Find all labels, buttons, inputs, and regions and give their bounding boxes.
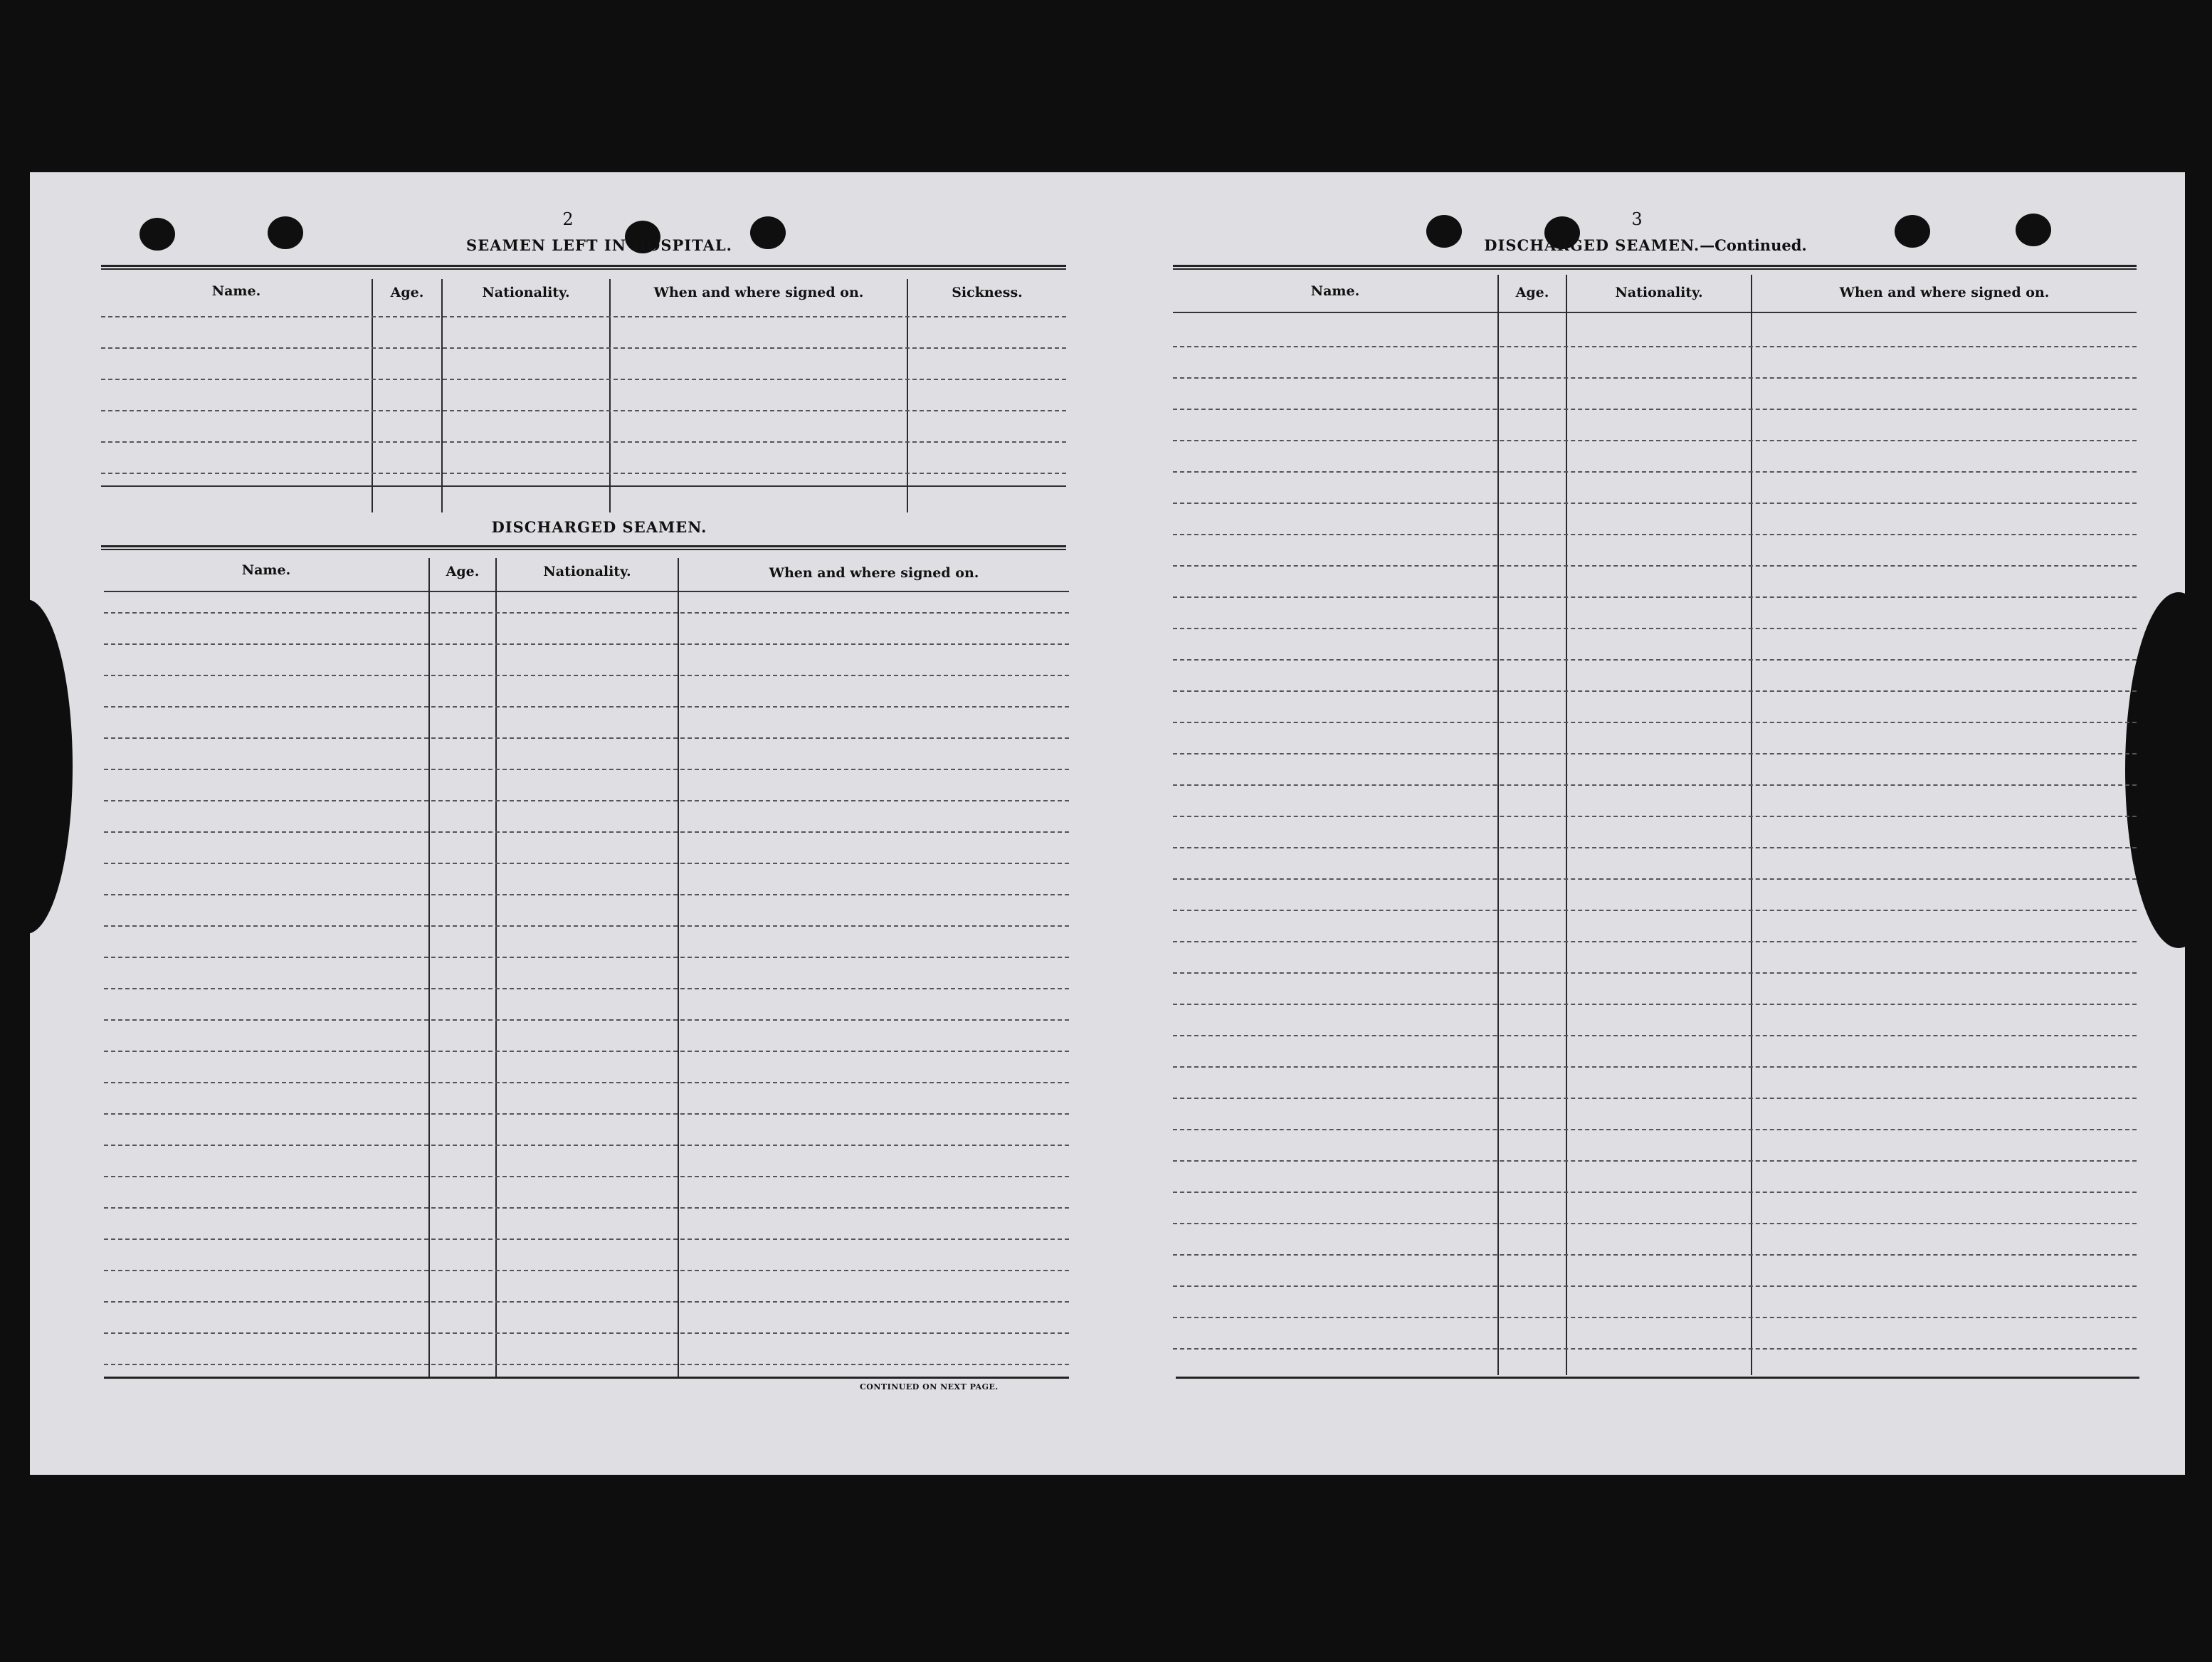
form-sheet <box>30 172 2185 1475</box>
form-row-line <box>104 737 1069 739</box>
form-row-line <box>1173 596 2137 598</box>
form-row-line <box>104 1364 1069 1365</box>
form-row-line <box>1173 628 2137 629</box>
form-row-line <box>1173 847 2137 848</box>
column-divider <box>372 279 373 512</box>
form-row-line <box>104 1207 1069 1209</box>
double-rule <box>101 265 1066 270</box>
form-row-line <box>1173 690 2137 692</box>
form-row-line <box>104 1270 1069 1271</box>
form-row-line <box>1173 377 2137 379</box>
form-row-line <box>1173 1035 2137 1036</box>
right-edge-notch <box>2125 592 2212 948</box>
form-row-line <box>104 863 1069 864</box>
form-row-line <box>1173 1066 2137 1068</box>
form-row-line <box>1173 753 2137 754</box>
column-divider <box>678 558 679 1377</box>
column-divider <box>441 279 443 512</box>
form-row-line <box>101 473 1066 474</box>
column-divider <box>907 279 908 512</box>
form-row-line <box>104 612 1069 614</box>
column-header: Age. <box>390 285 424 300</box>
form-row-line <box>104 1113 1069 1115</box>
form-row-line <box>1173 503 2137 504</box>
section-title-discharged-continued: DISCHARGED SEAMEN.—Continued. <box>1484 236 1807 254</box>
column-divider <box>609 279 611 512</box>
form-row-line <box>104 1145 1069 1146</box>
form-row-line <box>1173 1317 2137 1318</box>
column-header: Name. <box>211 283 261 299</box>
double-rule <box>1173 265 2137 270</box>
form-row-line <box>1173 878 2137 880</box>
column-header: Nationality. <box>482 285 570 300</box>
form-row-line <box>104 988 1069 989</box>
bottom-rule <box>104 1377 1069 1379</box>
column-header: Sickness. <box>952 285 1023 300</box>
form-row-line <box>1173 941 2137 942</box>
form-row-line <box>1173 1129 2137 1130</box>
section-title-hospital: SEAMEN LEFT IN HOSPITAL. <box>466 236 732 254</box>
column-header: Name. <box>1310 283 1360 299</box>
form-row-line <box>1173 1192 2137 1193</box>
form-row-line <box>104 800 1069 801</box>
form-row-line <box>104 894 1069 895</box>
form-row-line <box>104 925 1069 927</box>
form-row-line <box>1173 565 2137 567</box>
punch-hole <box>139 218 175 251</box>
header-rule <box>1173 312 2137 313</box>
form-row-line <box>1173 910 2137 911</box>
column-divider <box>495 558 497 1377</box>
form-row-line <box>104 957 1069 958</box>
form-row-line <box>104 831 1069 833</box>
form-row-line <box>104 1238 1069 1240</box>
column-header: When and where signed on. <box>653 285 864 300</box>
form-row-line <box>104 769 1069 770</box>
form-row-line <box>1173 1348 2137 1350</box>
form-row-line <box>104 1176 1069 1177</box>
column-header: Nationality. <box>1615 285 1703 300</box>
form-row-line <box>1173 722 2137 723</box>
form-row-line <box>104 1301 1069 1303</box>
discharged-table-right <box>1173 275 2137 1375</box>
double-rule <box>101 545 1066 550</box>
column-divider <box>428 558 430 1377</box>
header-rule <box>101 485 1066 487</box>
form-row-line <box>1173 346 2137 347</box>
form-row-line <box>1173 1160 2137 1162</box>
form-row-line <box>104 1332 1069 1334</box>
punch-hole <box>2016 214 2051 246</box>
punch-hole <box>268 216 303 249</box>
form-row-line <box>1173 1254 2137 1256</box>
header-rule <box>104 591 1069 592</box>
section-title-discharged: DISCHARGED SEAMEN. <box>491 518 707 536</box>
form-row-line <box>1173 409 2137 410</box>
form-row-line <box>104 675 1069 676</box>
form-row-line <box>104 706 1069 708</box>
form-row-line <box>104 1051 1069 1052</box>
form-row-line <box>104 1019 1069 1021</box>
column-header: Age. <box>446 564 480 579</box>
column-header: Age. <box>1515 285 1549 300</box>
left-edge-notch <box>0 599 73 934</box>
punch-hole <box>1895 215 1930 248</box>
continued-note: CONTINUED ON NEXT PAGE. <box>860 1382 999 1392</box>
form-row-line <box>104 1082 1069 1083</box>
column-header: Nationality. <box>543 564 631 579</box>
form-row-line <box>101 410 1066 411</box>
page-number: 3 <box>1631 209 1643 229</box>
form-row-line <box>101 347 1066 349</box>
column-header: When and where signed on. <box>769 565 979 581</box>
form-row-line <box>1173 471 2137 473</box>
form-row-line <box>104 643 1069 645</box>
column-header: Name. <box>241 562 291 578</box>
form-row-line <box>1173 816 2137 817</box>
form-row-line <box>101 441 1066 443</box>
form-row-line <box>1173 1098 2137 1099</box>
form-row-line <box>1173 784 2137 786</box>
form-row-line <box>101 316 1066 317</box>
form-row-line <box>1173 440 2137 441</box>
bottom-rule <box>1176 1377 2139 1379</box>
form-row-line <box>1173 659 2137 661</box>
form-row-line <box>1173 1004 2137 1005</box>
form-row-line <box>1173 1285 2137 1287</box>
form-row-line <box>1173 972 2137 974</box>
column-header: When and where signed on. <box>1839 285 2050 300</box>
discharged-table-left <box>104 558 1069 1377</box>
form-row-line <box>101 379 1066 380</box>
page-number: 2 <box>562 209 574 229</box>
form-row-line <box>1173 1223 2137 1224</box>
form-row-line <box>1173 534 2137 535</box>
